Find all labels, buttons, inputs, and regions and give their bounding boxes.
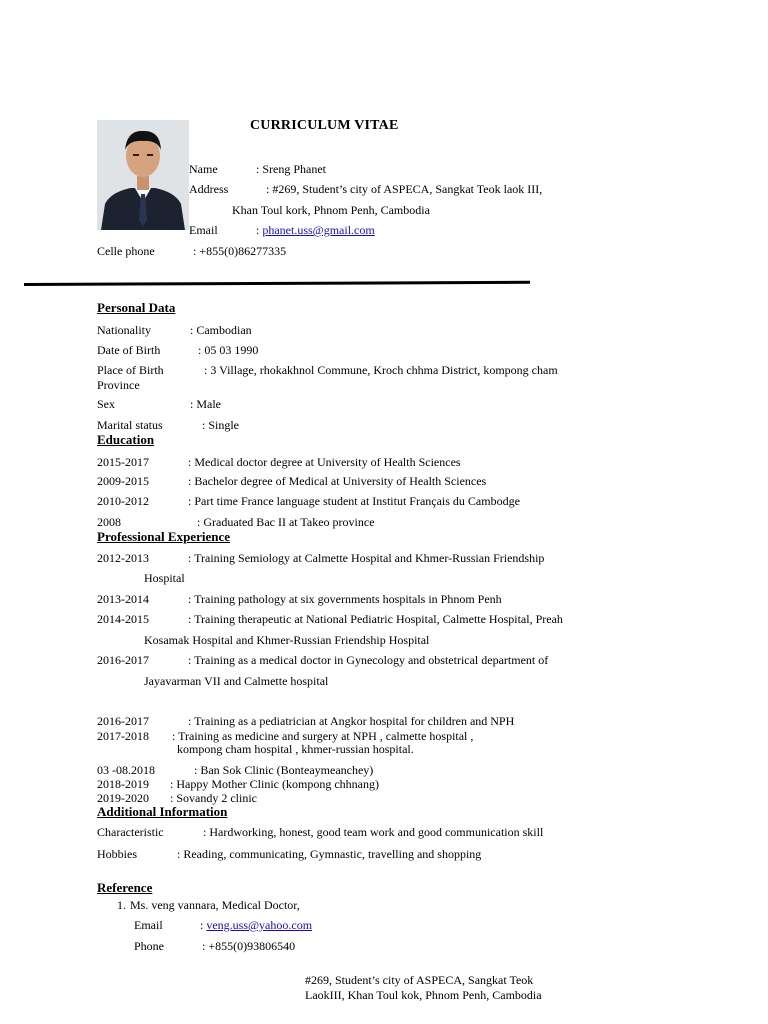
footer-address-line-1: #269, Student’s city of ASPECA, Sangkat Teok — [305, 973, 534, 987]
phone-value: : +855(0)86277335 — [193, 244, 287, 258]
education-year: 2008 — [97, 515, 121, 529]
footer-address-line-2: LaokIII, Khan Toul kok, Phnom Penh, Cambodia — [305, 988, 542, 1002]
sex-value: : Male — [190, 397, 221, 411]
reference-email-row — [200, 918, 312, 932]
characteristic-label: Characteristic — [97, 825, 164, 839]
experience-text: : Training as medicine and surgery at NPH , calmette hospital , — [172, 729, 474, 743]
education-text: : Medical doctor degree at University of Health Sciences — [188, 455, 461, 469]
experience-year: 2013-2014 — [97, 592, 149, 606]
experience-text: : Training as a pediatrician at Angkor hospital for children and NPH — [188, 714, 515, 728]
experience-text: : Training therapeutic at National Pediatric Hospital, Calmette Hospital, Preah — [188, 612, 563, 626]
address-line-1: : #269, Student’s city of ASPECA, Sangkat Teok laok III, — [266, 182, 543, 196]
profile-photo — [97, 120, 189, 230]
experience-text: : Training as a medical doctor in Gynecology and obstetrical department of — [188, 653, 549, 667]
experience-year: 2012-2013 — [97, 551, 149, 565]
marital-value: : Single — [202, 418, 240, 432]
experience-year: 2016-2017 — [97, 714, 149, 728]
experience-continuation: kompong cham hospital , khmer-russian hospital. — [177, 742, 414, 756]
hobbies-value: : Reading, communicating, Gymnastic, travelling and shopping — [177, 847, 482, 861]
reference-email-colon: : — [200, 918, 207, 932]
section-heading-experience: Professional Experience — [97, 529, 230, 544]
experience-year: 2018-2019 — [97, 777, 149, 791]
pob-continuation: Province — [97, 378, 140, 392]
education-text: : Bachelor degree of Medical at University of Health Sciences — [188, 474, 487, 488]
email-row — [256, 223, 375, 237]
experience-text: : Ban Sok Clinic (Bonteaymeanchey) — [194, 763, 374, 777]
reference-email-label: Email — [134, 918, 163, 932]
experience-text: : Happy Mother Clinic (kompong chhnang) — [170, 777, 379, 791]
nationality-value: : Cambodian — [190, 323, 252, 337]
reference-phone-label: Phone — [134, 939, 164, 953]
pob-value: : 3 Village, rhokakhnol Commune, Kroch chhma District, kompong cham — [204, 363, 558, 377]
experience-continuation: Jayavarman VII and Calmette hospital — [144, 674, 329, 688]
email-label: Email — [189, 223, 218, 237]
experience-continuation: Hospital — [144, 571, 185, 585]
horizontal-divider — [24, 281, 530, 286]
reference-name: Ms. veng vannara, Medical Doctor, — [130, 898, 300, 912]
experience-year: 2017-2018 — [97, 729, 149, 743]
experience-year: 2019-2020 — [97, 791, 149, 805]
section-heading-personal: Personal Data — [97, 300, 176, 315]
education-year: 2015-2017 — [97, 455, 149, 469]
email-colon: : — [256, 223, 263, 237]
education-year: 2010-2012 — [97, 494, 149, 508]
experience-text: : Sovandy 2 clinic — [170, 791, 257, 805]
hobbies-label: Hobbies — [97, 847, 137, 861]
reference-email-link[interactable]: veng.uss@yahoo.com — [206, 918, 313, 932]
reference-phone-value: : +855(0)93806540 — [202, 939, 296, 953]
section-heading-additional: Additional Information — [97, 804, 228, 819]
experience-text: : Training Semiology at Calmette Hospital and Khmer-Russian Friendship — [188, 551, 545, 565]
reference-number: 1. — [117, 898, 126, 912]
education-text: : Graduated Bac II at Takeo province — [197, 515, 375, 529]
dob-label: Date of Birth — [97, 343, 161, 357]
education-text: : Part time France language student at Institut Français du Cambodge — [188, 494, 520, 508]
name-value: : Sreng Phanet — [256, 162, 326, 176]
address-label: Address — [189, 182, 229, 196]
dob-value: : 05 03 1990 — [198, 343, 259, 357]
experience-year: 2016-2017 — [97, 653, 149, 667]
experience-year: 2014-2015 — [97, 612, 149, 626]
experience-text: : Training pathology at six governments hospitals in Phnom Penh — [188, 592, 502, 606]
education-year: 2009-2015 — [97, 474, 149, 488]
name-label: Name — [189, 162, 218, 176]
address-line-2: Khan Toul kork, Phnom Penh, Cambodia — [232, 203, 430, 217]
sex-label: Sex — [97, 397, 115, 411]
experience-year: 03 -08.2018 — [97, 763, 155, 777]
section-heading-education: Education — [97, 432, 155, 447]
experience-continuation: Kosamak Hospital and Khmer-Russian Friendship Hospital — [144, 633, 430, 647]
pob-label: Place of Birth — [97, 363, 164, 377]
email-link[interactable]: phanet.uss@gmail.com — [262, 223, 375, 237]
person-portrait-icon — [97, 120, 189, 230]
nationality-label: Nationality — [97, 323, 151, 337]
section-heading-reference: Reference — [97, 880, 153, 895]
marital-label: Marital status — [97, 418, 163, 432]
phone-label: Celle phone — [97, 244, 155, 258]
page-title: CURRICULUM VITAE — [250, 118, 399, 133]
characteristic-value: : Hardworking, honest, good team work and good communication skill — [203, 825, 544, 839]
